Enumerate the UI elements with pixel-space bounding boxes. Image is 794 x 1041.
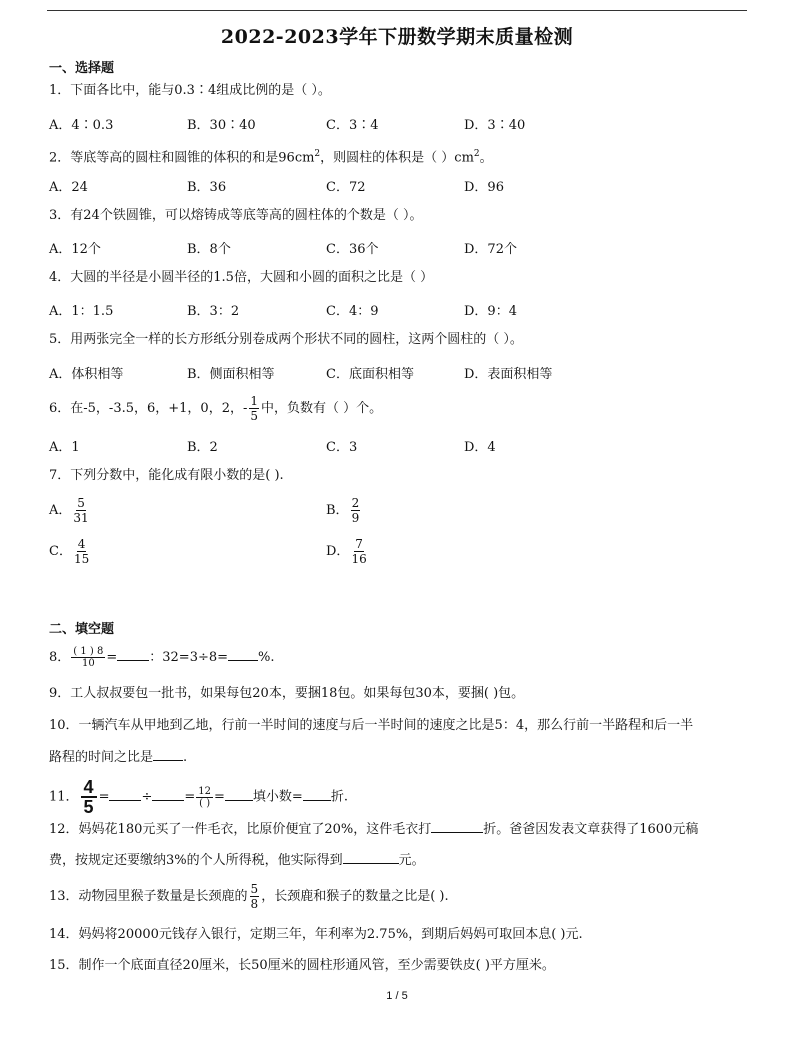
question-10-text-end: . xyxy=(183,750,188,765)
question-6-text-end: 中，负数有（ ）个。 xyxy=(261,401,383,416)
numerator: 4 xyxy=(81,778,97,798)
option-a[interactable] xyxy=(49,496,91,525)
denominator: 5 xyxy=(83,797,94,817)
question-10-line-1: 10．一辆汽车从甲地到乙地，行前一半时间的速度与后一半时间的速度之比是5：4，那么行前一半路程和后一半 xyxy=(49,718,694,733)
question-2 xyxy=(49,145,754,167)
question-13-text: 13．动物园里猴子数量是长颈鹿的 xyxy=(49,889,248,904)
option-d[interactable]: D．72个 xyxy=(464,242,517,257)
option-c[interactable]: C．36个 xyxy=(326,242,379,257)
option-b[interactable] xyxy=(326,496,362,525)
question-8-label: 8． xyxy=(49,650,71,665)
numerator: 7 xyxy=(355,537,363,551)
question-10-line-2 xyxy=(49,748,754,767)
section-fill-heading: 二、填空题 xyxy=(49,622,115,637)
fraction xyxy=(71,646,105,669)
option-label: D． xyxy=(326,544,350,559)
question-3: 3．有24个铁圆锥，可以熔铸成等底等高的圆柱体的个数是（ ）。 xyxy=(49,208,423,223)
option-a[interactable]: A．体积相等 xyxy=(49,367,124,382)
option-c[interactable]: C．72 xyxy=(326,180,366,195)
fraction xyxy=(351,537,366,566)
answer-blank[interactable] xyxy=(153,748,183,761)
fraction xyxy=(196,786,213,809)
question-11-text: 填小数= xyxy=(252,789,303,805)
fraction xyxy=(250,882,260,911)
denominator: 8 xyxy=(250,897,259,911)
question-13 xyxy=(49,880,754,914)
question-15: 15．制作一个底面直径20厘米，长50厘米的圆柱形通风管，至少需要铁皮( )平方厘米。 xyxy=(49,958,555,973)
question-7: 7．下列分数中，能化成有限小数的是( ). xyxy=(49,468,284,483)
fraction xyxy=(73,496,88,525)
option-d[interactable] xyxy=(326,537,369,566)
section-choice-heading: 一、选择题 xyxy=(49,61,115,76)
question-2-options xyxy=(49,176,749,196)
numerator: ( 1 ) 8 xyxy=(73,646,104,657)
option-d[interactable]: D．9：4 xyxy=(464,304,517,319)
question-11-text-end: 折. xyxy=(330,789,348,805)
fraction xyxy=(351,496,361,525)
option-b[interactable]: B．8个 xyxy=(187,242,231,257)
question-12-text-end: 元。 xyxy=(398,853,425,868)
question-4: 4．大圆的半径是小圆半径的1.5倍，大圆和小圆的面积之比是（ ） xyxy=(49,270,434,285)
option-label: A． xyxy=(49,503,72,518)
answer-blank[interactable] xyxy=(303,788,331,801)
fraction xyxy=(74,537,89,566)
question-5-options xyxy=(49,363,749,383)
question-13-text-end: ，长颈鹿和猴子的数量之比是( ). xyxy=(261,889,449,904)
option-d[interactable]: D．4 xyxy=(464,440,496,455)
divide-sign: ÷ xyxy=(141,789,153,805)
question-14: 14．妈妈将20000元钱存入银行，定期三年，年利率为2.75%，到期后妈妈可取回本息( )元. xyxy=(49,927,583,942)
option-b[interactable]: B．3：2 xyxy=(187,304,240,319)
question-9: 9．工人叔叔要包一批书，如果每包20本，要捆18包。如果每包30本，要捆( )包。 xyxy=(49,686,525,701)
question-12-line-1 xyxy=(49,820,754,839)
answer-blank[interactable] xyxy=(431,820,483,833)
question-8-text-end: %. xyxy=(258,650,275,665)
question-1-options xyxy=(49,114,749,134)
question-12-text: 12．妈妈花180元买了一件毛衣，比原价便宜了20%，这件毛衣打 xyxy=(49,822,432,837)
option-d[interactable]: D．96 xyxy=(464,180,504,195)
numerator: 12 xyxy=(198,785,212,797)
option-a[interactable]: A．24 xyxy=(49,180,88,195)
question-12-text-mid: 折。爸爸因发表文章获得了1600元稿 xyxy=(483,822,699,837)
option-c[interactable] xyxy=(49,537,91,566)
option-b[interactable]: B．30∶40 xyxy=(187,118,256,133)
page-number: 1 / 5 xyxy=(386,990,408,1002)
denominator: 10 xyxy=(81,658,95,669)
top-rule xyxy=(47,10,747,11)
question-2-text-end: 。 xyxy=(479,150,493,166)
answer-blank[interactable] xyxy=(117,648,149,661)
option-label: B． xyxy=(326,503,349,518)
superscript: 2 xyxy=(473,149,480,159)
option-c[interactable]: C．底面积相等 xyxy=(326,367,414,382)
question-11-label: 11． xyxy=(49,789,79,805)
answer-blank[interactable] xyxy=(343,851,399,864)
answer-blank[interactable] xyxy=(109,788,141,801)
question-11: 11． $\frac{4}{5}$ = ÷ = 12 ( ) = 填小数= 折. xyxy=(49,777,348,817)
question-1: 1．下面各比中，能与0.3∶4组成比例的是（ ）。 xyxy=(49,83,331,98)
option-d[interactable]: D．3∶40 xyxy=(464,118,526,133)
denominator: 15 xyxy=(73,552,90,566)
option-label: C． xyxy=(49,544,72,559)
option-a[interactable]: A．1：1.5 xyxy=(49,304,114,319)
question-4-options xyxy=(49,300,749,320)
question-7-options-cd xyxy=(49,537,749,571)
question-3-options xyxy=(49,238,749,258)
fraction xyxy=(249,394,259,423)
option-b[interactable]: B．36 xyxy=(187,180,227,195)
question-10-text: 路程的时间之比是 xyxy=(49,750,154,765)
option-c[interactable]: C．3∶4 xyxy=(326,118,379,133)
question-12-line-2 xyxy=(49,851,754,870)
option-d[interactable]: D．表面积相等 xyxy=(464,367,553,382)
page-title: 2022-2023学年下册数学期末质量检测 xyxy=(220,26,574,48)
option-a[interactable]: A．12个 xyxy=(49,242,101,257)
question-12-text-2: 费，按规定还要缴纳3%的个人所得税，他实际得到 xyxy=(49,853,343,868)
answer-blank[interactable] xyxy=(225,788,253,801)
fraction xyxy=(81,778,97,816)
denominator: ( ) xyxy=(199,797,211,809)
numerator: 4 xyxy=(77,537,86,551)
numerator: 5 xyxy=(77,496,85,510)
answer-blank[interactable] xyxy=(152,788,184,801)
numerator: 5 xyxy=(250,882,259,896)
question-7-options-ab xyxy=(49,496,749,530)
option-c[interactable]: C．3 xyxy=(326,440,358,455)
denominator: 31 xyxy=(73,511,89,525)
question-8 xyxy=(49,646,754,669)
equals: = xyxy=(106,650,118,665)
option-c[interactable]: C．4：9 xyxy=(326,304,379,319)
numerator: 1 xyxy=(250,394,259,408)
superscript: 2 xyxy=(314,149,321,159)
denominator: 9 xyxy=(351,511,360,525)
question-2-text: 2．等底等高的圆柱和圆锥的体积的和是96cm xyxy=(49,150,315,166)
answer-blank[interactable] xyxy=(228,648,258,661)
question-2-text-mid: ，则圆柱的体积是（ ）cm xyxy=(320,150,474,166)
question-6-options xyxy=(49,436,749,456)
option-a[interactable]: A．1 xyxy=(49,440,80,455)
question-6 xyxy=(49,394,754,423)
option-b[interactable]: B．侧面积相等 xyxy=(187,367,275,382)
option-a[interactable]: A．4∶0.3 xyxy=(49,118,114,133)
denominator: 5 xyxy=(250,409,259,423)
question-8-text: ：32=3÷8= xyxy=(149,650,229,665)
option-b[interactable]: B．2 xyxy=(187,440,218,455)
numerator: 2 xyxy=(351,496,360,510)
question-5: 5．用两张完全一样的长方形纸分别卷成两个形状不同的圆柱，这两个圆柱的（ ）。 xyxy=(49,332,523,347)
question-6-text: 6．在-5，-3.5，6，+1，0，2，- xyxy=(49,401,248,416)
denominator: 16 xyxy=(351,552,367,566)
